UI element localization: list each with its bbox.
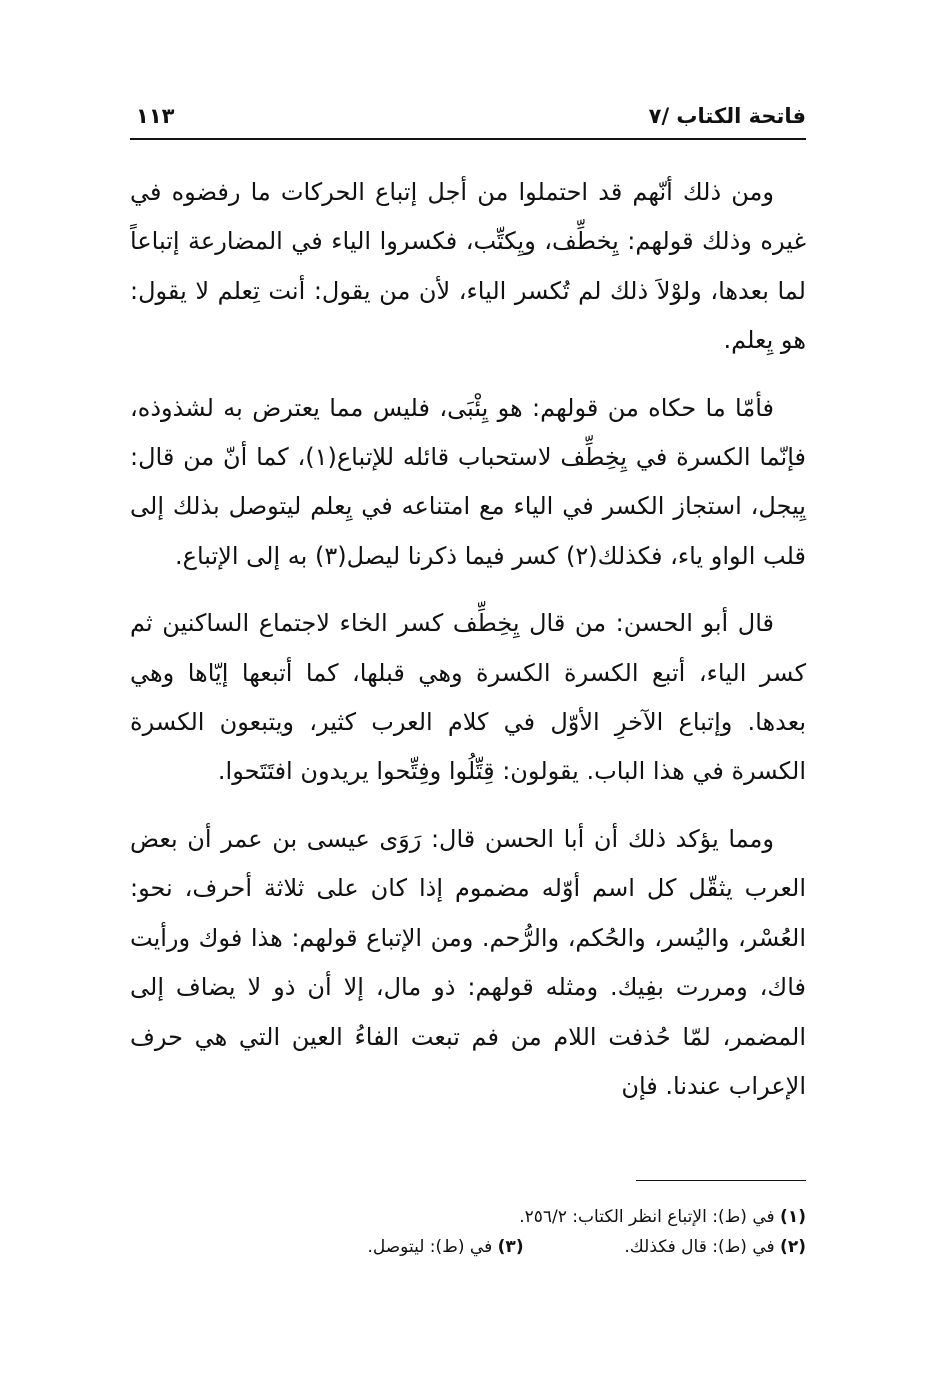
footnote-1 <box>130 1202 806 1232</box>
footnote-text: في (ط): قال فكذلك. <box>624 1237 775 1257</box>
book-page <box>130 98 806 1358</box>
footnote-number: (٣) <box>497 1237 524 1257</box>
footnote-number: (٢) <box>780 1237 806 1257</box>
paragraph: قال أبو الحسن: من قال يِخِطِّف كسر الخاء لاجتماع الساكنين ثم كسر الياء، أتبع الكسرة الكسرة وهي قبلها، كما أتبعها إيّاها وهي بعدها. وإتباع الآخرِ الأوّل في كلام العرب كثير، ويتبعون الكسرة الكسرة في هذا الباب. يقولون: قِتِّلُوا وفِتِّحوا يريدون افتَتَحوا. <box>130 609 806 786</box>
footnotes <box>130 1202 806 1262</box>
footnote-2-and-3 <box>130 1232 806 1262</box>
paragraph: فأمّا ما حكاه من قولهم: هو يِئْبَى، فليس مما يعترض به لشذوذه، فإنّما الكسرة في يِخِطِّف لاستحباب قائله للإتباع(١)، كما أنّ من قال: يِيجل، استجاز الكسر في الياء مع امتناعه في يِعلم ليتوصل بذلك إلى قلب الواو ياء، فكذلك(٢) كسر فيما ذكرنا ليصل(٣) به إلى الإتباع. <box>130 393 806 570</box>
footnote-number: (١) <box>780 1207 806 1227</box>
footnote-text: في (ط): ليتوصل. <box>367 1237 493 1257</box>
footnote-text: في (ط): الإتباع انظر الكتاب: ٢٥٦/٢. <box>519 1207 775 1227</box>
page-header <box>130 98 806 140</box>
paragraph: ومما يؤكد ذلك أن أبا الحسن قال: رَوَى عيسى بن عمر أن بعض العرب يثقّل كل اسم أوّله مضموم إذا كان على ثلاثة أحرف، نحو: العُسْر، واليُسر، والحُكم، والرُّحم. ومن الإتباع قولهم: هذا فوك ورأيت فاك، ومررت بفِيك. ومثله قولهم: ذو مال، إلا أن ذو لا يضاف إلى المضمر، لمّا حُذفت اللام من فم تبعت الفاءُ العين التي هي حرف الإعراب عندنا. فإن <box>130 824 806 1100</box>
paragraph: ومن ذلك أنّهم قد احتملوا من أجل إتباع الحركات ما رفضوه في غيره وذلك قولهم: يِخطِّف، ويِكتِّب، فكسروا الياء في المضارعة إتباعاً لما بعدها، ولوْلاَ ذلك لم تُكسر الياء، لأن من يقول: أنت تِعلم لا يقول: هو يِعلم. <box>130 178 806 355</box>
body-text <box>130 168 806 1111</box>
running-title: فاتحة الكتاب /٧ <box>648 104 806 128</box>
footnote-separator <box>636 1180 806 1181</box>
page-number: ١١٣ <box>136 104 175 128</box>
